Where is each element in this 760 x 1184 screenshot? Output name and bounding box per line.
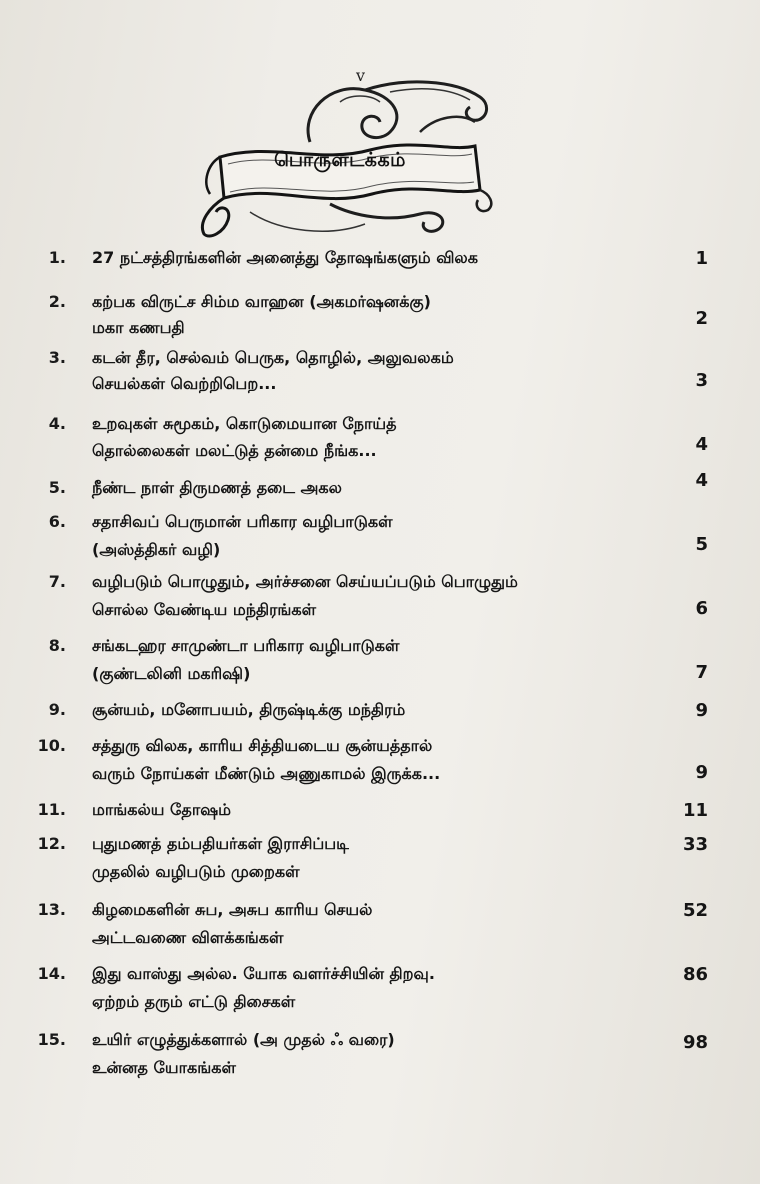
entry-title: கிழமைகளின் சுப, அசுப காரிய செயல் bbox=[92, 900, 373, 919]
entry-number: 15. bbox=[37, 1030, 66, 1049]
entry-number: 10. bbox=[37, 736, 66, 755]
entry-number: 1. bbox=[48, 248, 66, 267]
entry-title: கற்பக விருட்ச சிம்ம வாஹன (அகமர்ஷனக்கு) bbox=[92, 292, 431, 311]
entry-title: அட்டவணை விளக்கங்கள் bbox=[92, 928, 284, 947]
entry-number: 14. bbox=[37, 964, 66, 983]
entry-number: 8. bbox=[48, 636, 66, 655]
entry-title: முதலில் வழிபடும் முறைகள் bbox=[92, 862, 300, 881]
entry-title: சதாசிவப் பெருமான் பரிகார வழிபாடுகள் bbox=[92, 512, 393, 531]
entry-number: 9. bbox=[48, 700, 66, 719]
entry-number: 4. bbox=[48, 414, 66, 433]
entry-title: (அஸ்த்திகர் வழி) bbox=[92, 540, 221, 559]
entry-number: 12. bbox=[37, 834, 66, 853]
entry-page: 3 bbox=[695, 370, 708, 391]
entry-title: புதுமணத் தம்பதியர்கள் இராசிப்படி bbox=[92, 834, 349, 853]
entry-page: 9 bbox=[695, 762, 708, 783]
entry-number: 5. bbox=[48, 478, 66, 497]
entry-title: வரும் நோய்கள் மீண்டும் அணுகாமல் இருக்க... bbox=[92, 764, 441, 783]
entry-page: 7 bbox=[695, 662, 708, 683]
entry-title: 27 நட்சத்திரங்களின் அனைத்து தோஷங்களும் விலக bbox=[92, 248, 478, 267]
entry-title: செயல்கள் வெற்றிபெற... bbox=[92, 374, 277, 393]
entry-page: 33 bbox=[682, 834, 708, 855]
entry-title: சூன்யம், மனோபயம், திருஷ்டிக்கு மந்திரம் bbox=[92, 700, 406, 719]
entry-title: உன்னத யோகங்கள் bbox=[92, 1058, 236, 1077]
entry-page: 86 bbox=[682, 964, 708, 985]
entry-page: 11 bbox=[682, 800, 708, 821]
entry-title: நீண்ட நாள் திருமணத் தடை அகல bbox=[92, 478, 342, 497]
entry-title: (குண்டலினி மகரிஷி) bbox=[92, 664, 251, 683]
entry-title: வழிபடும் பொழுதும், அர்ச்சனை செய்யப்படும் பொழுதும் bbox=[92, 572, 518, 591]
entry-number: 7. bbox=[48, 572, 66, 591]
entry-page: 98 bbox=[682, 1032, 708, 1053]
entry-page: 9 bbox=[695, 700, 708, 721]
entry-title: சத்துரு விலக, காரிய சித்தியடைய சூன்யத்தால் bbox=[92, 736, 433, 755]
toc-heading: பொருளடக்கம் bbox=[274, 149, 406, 171]
entry-number: 11. bbox=[37, 800, 66, 819]
entry-page: 4 bbox=[695, 434, 708, 455]
entry-page: 52 bbox=[682, 900, 708, 921]
entry-page: 2 bbox=[695, 308, 708, 329]
entry-number: 6. bbox=[48, 512, 66, 531]
entry-title: உறவுகள் சுமூகம், கொடுமையான நோய்த் bbox=[92, 414, 397, 433]
entry-number: 3. bbox=[48, 348, 66, 367]
entry-title: கடன் தீர, செல்வம் பெருக, தொழில், அலுவலகம் bbox=[92, 348, 454, 367]
page-number: v bbox=[356, 66, 366, 85]
entry-number: 13. bbox=[37, 900, 66, 919]
entry-title: மகா கணபதி bbox=[92, 318, 185, 337]
entry-page: 5 bbox=[695, 534, 708, 555]
entry-title: உயிர் எழுத்துக்களால் (அ முதல் ஃ வரை) bbox=[92, 1030, 395, 1049]
entry-title: தொல்லைகள் மலட்டுத் தன்மை நீங்க... bbox=[92, 441, 377, 460]
entry-title: சங்கடஹர சாமுண்டா பரிகார வழிபாடுகள் bbox=[92, 636, 400, 655]
entry-title: இது வாஸ்து அல்ல. யோக வளர்ச்சியின் திறவு. bbox=[92, 964, 435, 983]
entry-number: 2. bbox=[48, 292, 66, 311]
entry-page: 6 bbox=[695, 598, 708, 619]
entry-title: ஏற்றம் தரும் எட்டு திசைகள் bbox=[92, 992, 296, 1011]
entry-page: 1 bbox=[695, 248, 708, 269]
entry-title: சொல்ல வேண்டிய மந்திரங்கள் bbox=[92, 600, 317, 619]
entry-page: 4 bbox=[695, 470, 708, 491]
entry-title: மாங்கல்ய தோஷம் bbox=[92, 800, 231, 819]
